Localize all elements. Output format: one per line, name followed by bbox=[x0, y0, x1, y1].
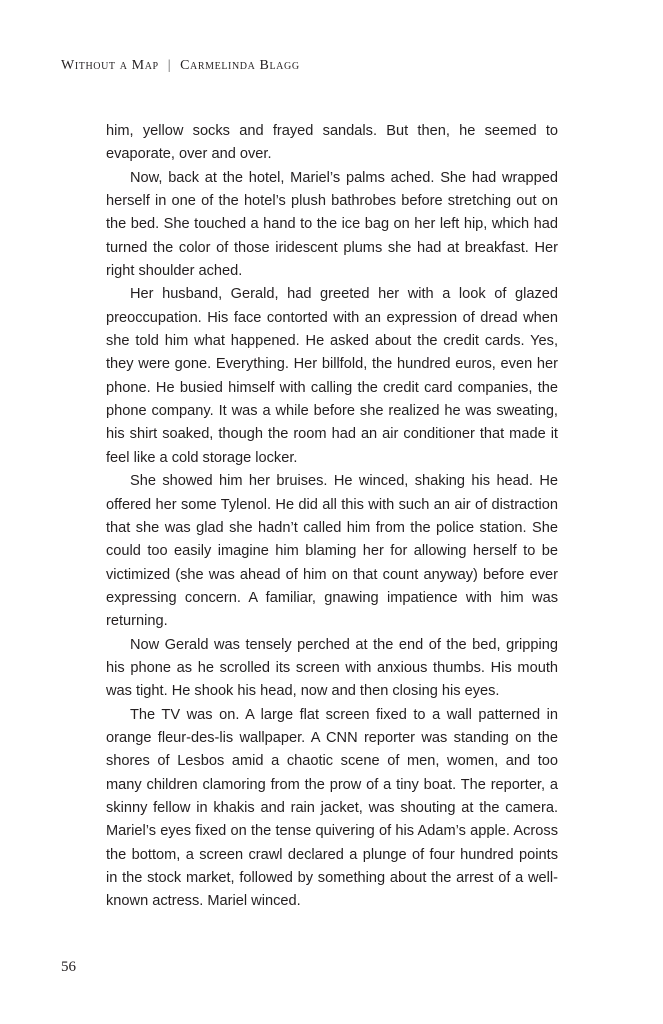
page-number: 56 bbox=[61, 959, 76, 975]
paragraph-1: him, yellow socks and frayed sandals. But then, he seemed to evaporate, over and over. bbox=[106, 123, 558, 163]
book-title: Without a Map bbox=[61, 58, 159, 73]
author-name: Carmelinda Blagg bbox=[180, 58, 300, 73]
paragraph-3: Her husband, Gerald, had greeted her with a look of glazed preoccupation. His face contorted with an expression of dread when she told him what happened. He asked about the credit cards. Yes, they were gone. Everything. Her billfold, the hundred euros, even her phone. He busied himself with calling the credit card companies, the phone company. It was a while before she realized he was sweating, his shirt soaked, though the room had an air conditioner that made it feel like a cold storage locker. bbox=[106, 286, 558, 466]
header-separator: | bbox=[167, 58, 172, 73]
paragraph-2: Now, back at the hotel, Mariel’s palms ached. She had wrapped herself in one of the hotel’s plush bathrobes before stretching out on the bed. She touched a hand to the ice bag on her left hip, which had turned the color of those iridescent plums she had at breakfast. Her right shoulder ached. bbox=[106, 169, 558, 280]
body-text bbox=[106, 120, 558, 914]
paragraph-5: Now Gerald was tensely perched at the end of the bed, gripping his phone as he scrolled its screen with anxious thumbs. His mouth was tight. He shook his head, now and then closing his eyes. bbox=[106, 636, 558, 700]
paragraph-4: She showed him her bruises. He winced, shaking his head. He offered her some Tylenol. He did all this with such an air of distraction that she was glad she hadn’t called him from the police station. She could too easily imagine him blaming her for allowing herself to be victimized (she was ahead of him on that count anyway) before ever expressing concern. A familiar, gnawing impatience with him was returning. bbox=[106, 473, 558, 630]
paragraph-6: The TV was on. A large flat screen fixed to a wall patterned in orange fleur-des-lis wallpaper. A CNN reporter was standing on the shores of Lesbos amid a chaotic scene of men, women, and too many children clamoring from the prow of a tiny boat. The reporter, a skinny fellow in khakis and rain jacket, was shouting at the camera. Mariel’s eyes fixed on the tense quivering of his Adam’s apple. Across the bottom, a screen crawl declared a plunge of four hundred points in the stock market, followed by something about the arrest of a well-known actress. Mariel winced. bbox=[106, 706, 558, 910]
running-header bbox=[61, 58, 300, 74]
